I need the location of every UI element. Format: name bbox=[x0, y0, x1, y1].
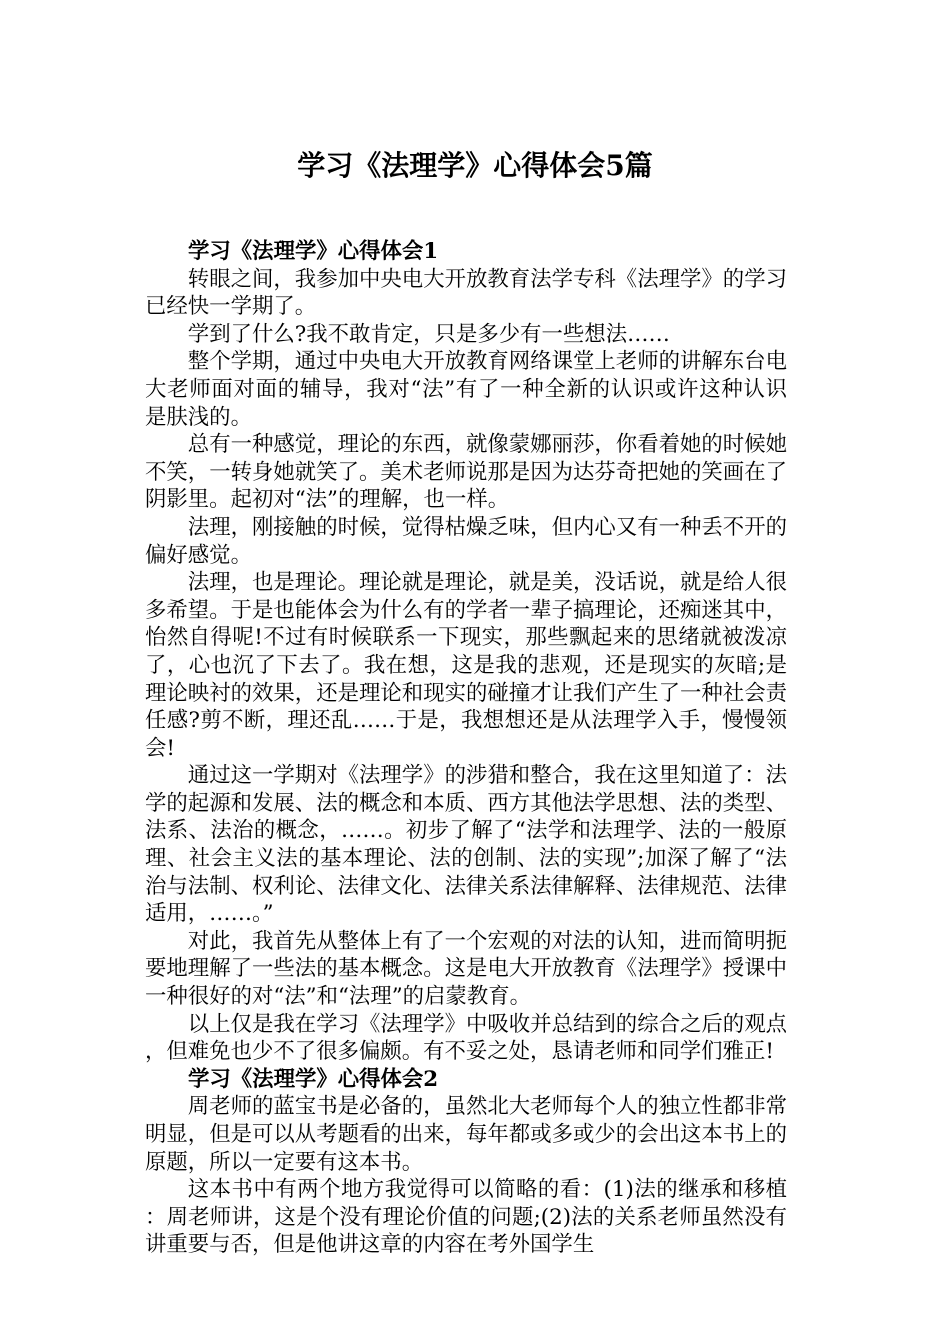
paragraph: 总有一种感觉，理论的东西，就像蒙娜丽莎，你看着她的时候她不笑，一转身她就笑了。美术老师说那是因为达芬奇把她的笑画在了阴影里。起初对“法”的理解，也一样。 bbox=[145, 432, 787, 513]
section-heading-2: 学习《法理学》心得体会2 bbox=[188, 1066, 439, 1092]
paragraph: 法理，刚接触的时候，觉得枯燥乏味，但内心又有一种丢不开的偏好感觉。 bbox=[145, 514, 787, 568]
paragraph: 这本书中有两个地方我觉得可以简略的看：(1)法的继承和移植：周老师讲，这是个没有理论价值的问题;(2)法的关系老师虽然没有讲重要与否，但是他讲这章的内容在考外国学生 bbox=[145, 1177, 787, 1258]
paragraph: 学到了什么?我不敢肯定，只是多少有一些想法…… bbox=[187, 321, 670, 347]
paragraph: 通过这一学期对《法理学》的涉猎和整合，我在这里知道了：法学的起源和发展、法的概念和本质、西方其他法学思想、法的类型、法系、法治的概念，……。初步了解了“法学和法理学、法的一般原理、社会主义法的基本理论、法的创制、法的实现”;加深了解了“法治与法制、权利论、法律文化、法律关系法律解释、法律规范、法律适用，……。” bbox=[145, 763, 787, 927]
document-body bbox=[145, 238, 787, 1259]
paragraph: 以上仅是我在学习《法理学》中吸收并总结到的综合之后的观点，但难免也少不了很多偏颇。有不妥之处，恳请老师和同学们雅正! bbox=[145, 1011, 787, 1065]
paragraph: 法理，也是理论。理论就是理论，就是美，没话说，就是给人很多希望。于是也能体会为什么有的学者一辈子搞理论，还痴迷其中，怡然自得呢!不过有时候联系一下现实，那些飘起来的思绪就被泼凉了，心也沉了下去了。我在想，这是我的悲观，还是现实的灰暗;是理论映衬的效果，还是理论和现实的碰撞才让我们产生了一种社会责任感?剪不断，理还乱……于是，我想想还是从法理学入手，慢慢领会! bbox=[145, 570, 787, 761]
paragraph: 整个学期，通过中央电大开放教育网络课堂上老师的讲解东台电大老师面对面的辅导，我对“法”有了一种全新的认识或许这种认识是肤浅的。 bbox=[145, 349, 787, 430]
section-heading-1: 学习《法理学》心得体会1 bbox=[188, 239, 439, 264]
document-title: 学习《法理学》心得体会5篇 bbox=[297, 149, 653, 182]
paragraph: 对此，我首先从整体上有了一个宏观的对法的认知，进而简明扼要地理解了一些法的基本概念。这是电大开放教育《法理学》授课中一种很好的对“法”和“法理”的启蒙教育。 bbox=[145, 928, 787, 1010]
paragraph: 周老师的蓝宝书是必备的，虽然北大老师每个人的独立性都非常明显，但是可以从考题看的出来，每年都或多或少的会出这本书上的原题，所以一定要有这本书。 bbox=[145, 1094, 787, 1175]
paragraph: 转眼之间，我参加中央电大开放教育法学专科《法理学》的学习已经快一学期了。 bbox=[145, 266, 787, 320]
